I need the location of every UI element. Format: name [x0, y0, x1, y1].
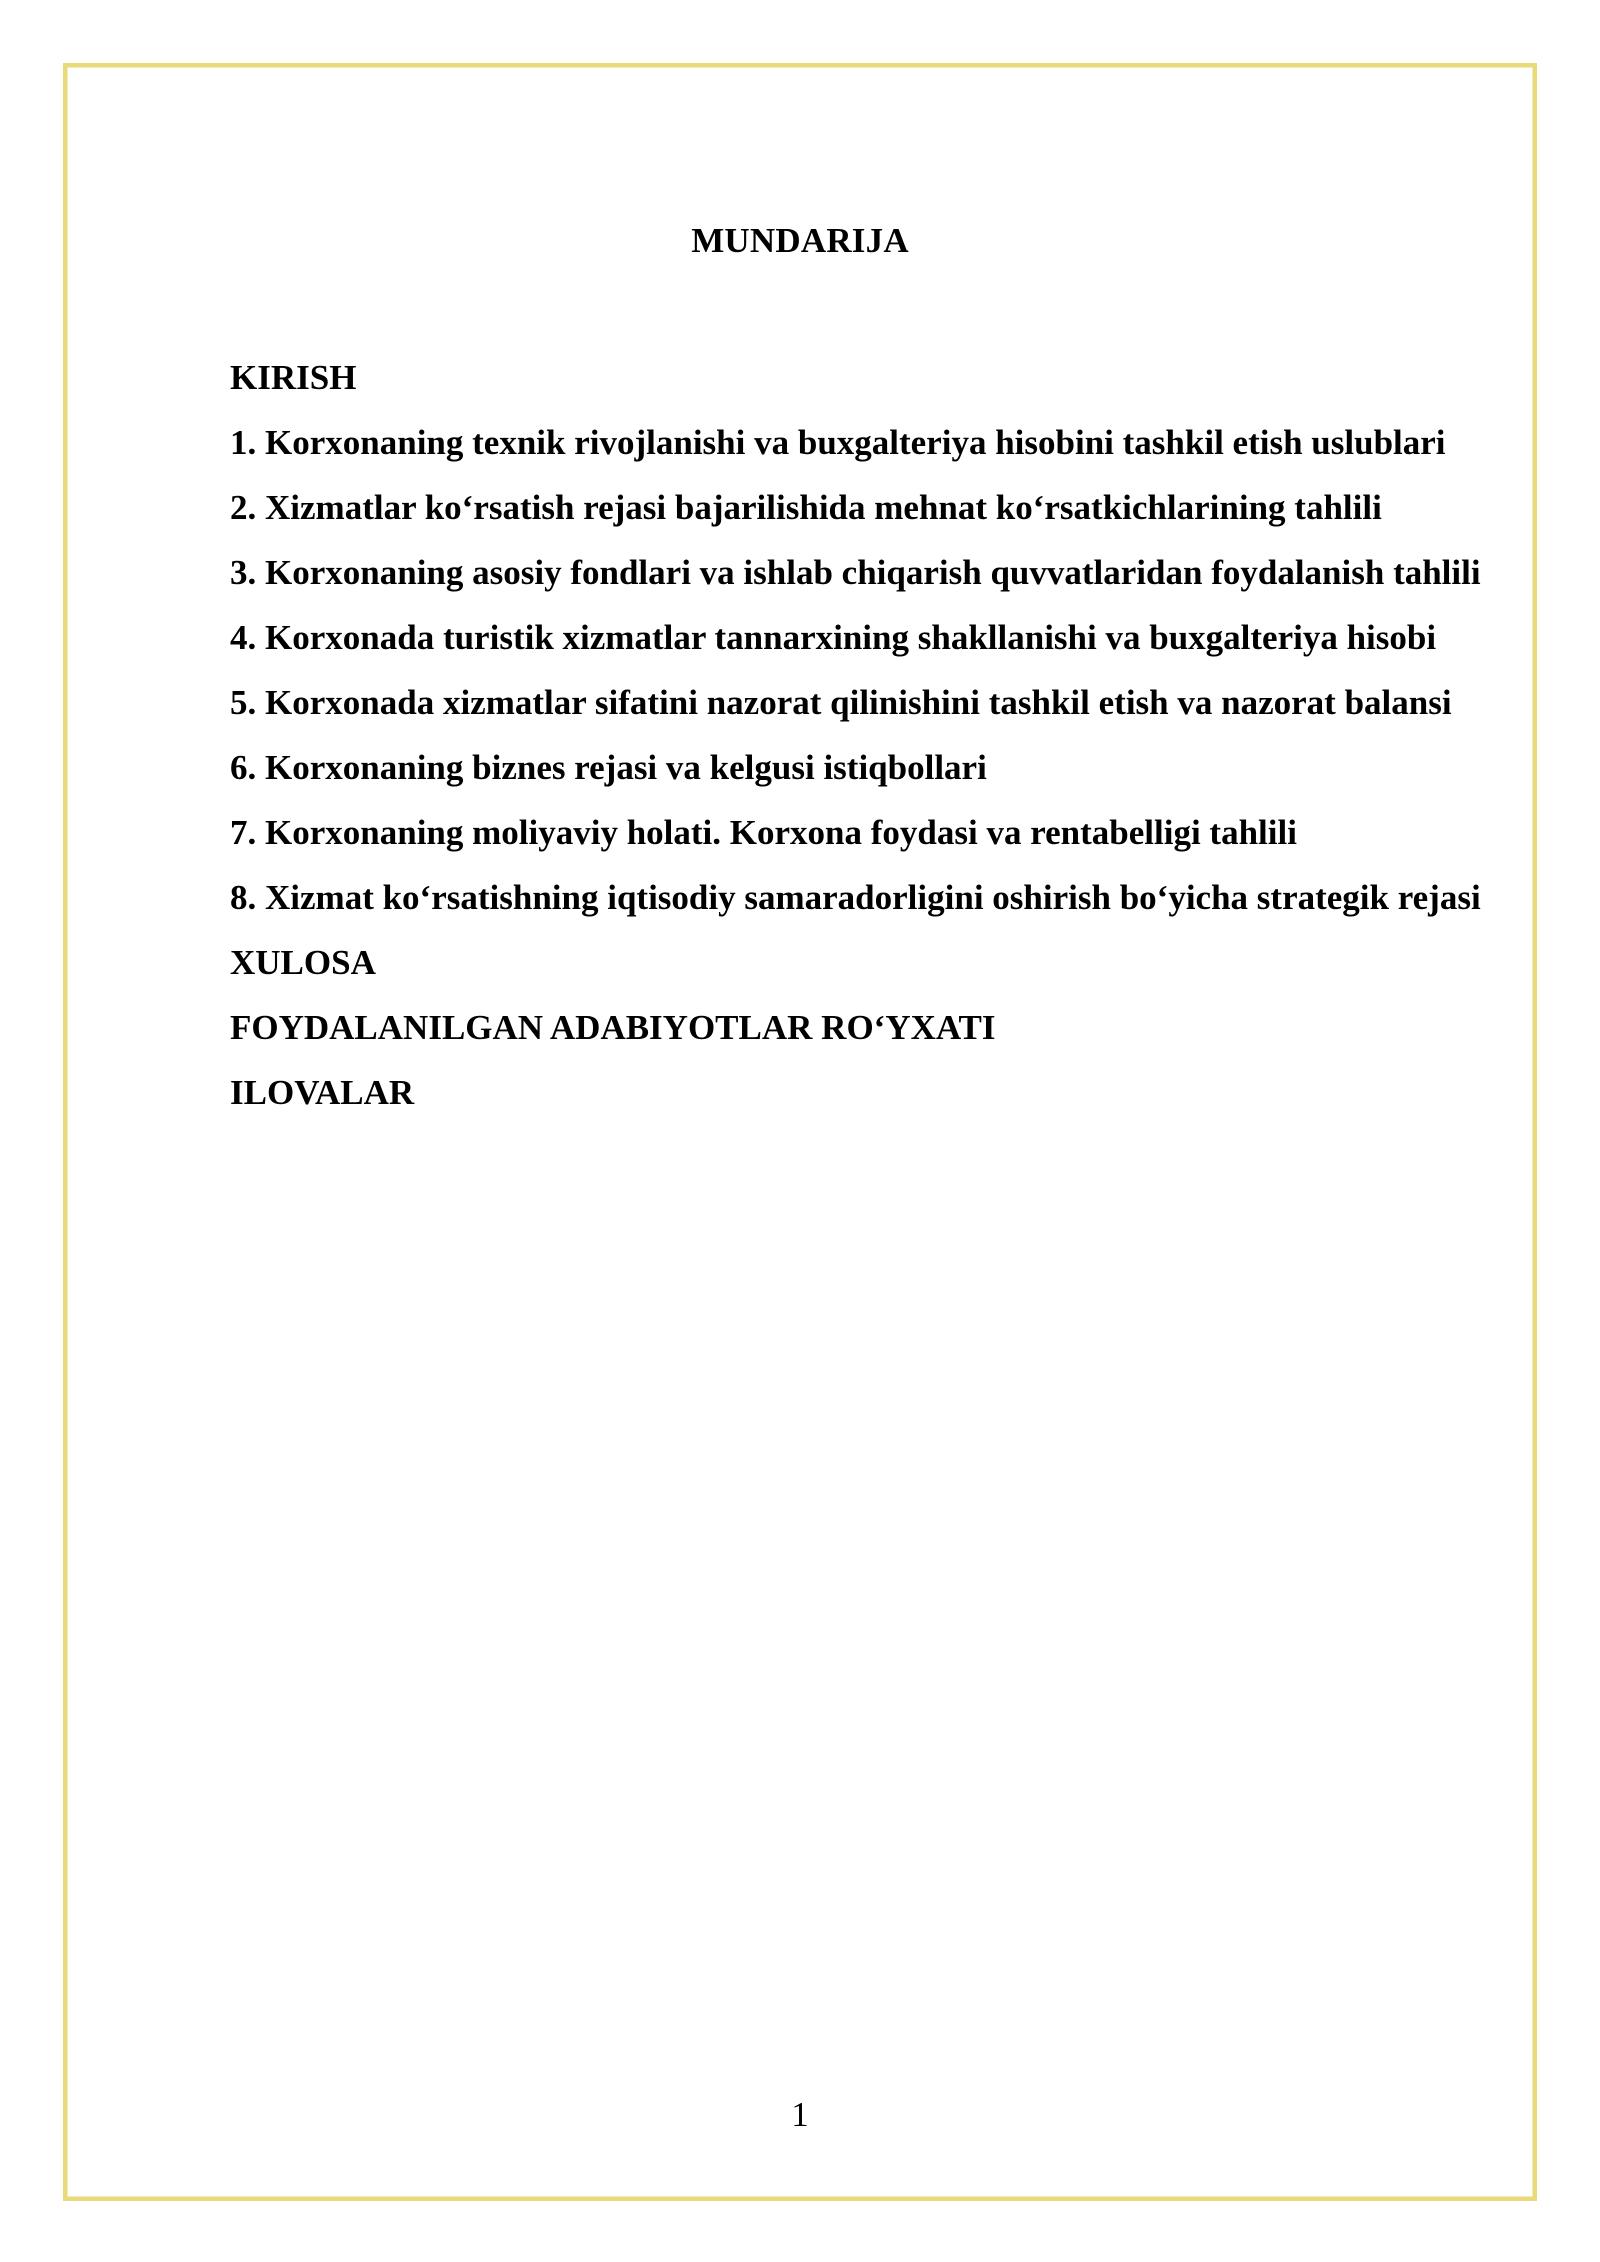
- toc-entry-1: 1. Korxonaning texnik rivojlanishi va buxgalteriya hisobini tashkil etish uslublari: [230, 423, 1446, 462]
- toc-entry-2: 2. Xizmatlar ko‘rsatish rejasi bajarilishida mehnat ko‘rsatkichlarining tahlili: [230, 488, 1382, 527]
- page-number: 1: [791, 2095, 809, 2134]
- toc-entry-references: FOYDALANILGAN ADABIYOTLAR RO‘YXATI: [230, 1008, 996, 1047]
- toc-entry-3: 3. Korxonaning asosiy fondlari va ishlab chiqarish quvvatlaridan foydalanish tahlili: [230, 553, 1481, 592]
- toc-entry-8: 8. Xizmat ko‘rsatishning iqtisodiy samaradorligini oshirish bo‘yicha strategik rejasi: [230, 878, 1481, 917]
- toc-entry-conclusion: XULOSA: [230, 943, 376, 982]
- toc-entry-5: 5. Korxonada xizmatlar sifatini nazorat qilinishini tashkil etish va nazorat balansi: [230, 683, 1452, 722]
- toc-entry-7: 7. Korxonaning moliyaviy holati. Korxona foydasi va rentabelligi tahlili: [230, 813, 1297, 852]
- toc-entry-4: 4. Korxonada turistik xizmatlar tannarxining shakllanishi va buxgalteriya hisobi: [230, 618, 1437, 657]
- toc-entry-6: 6. Korxonaning biznes rejasi va kelgusi istiqbollari: [230, 748, 987, 787]
- table-of-contents: [230, 345, 1500, 1125]
- toc-entry-introduction: KIRISH: [230, 358, 357, 397]
- page-title: MUNDARIJA: [691, 221, 909, 260]
- toc-entry-appendices: ILOVALAR: [230, 1073, 415, 1112]
